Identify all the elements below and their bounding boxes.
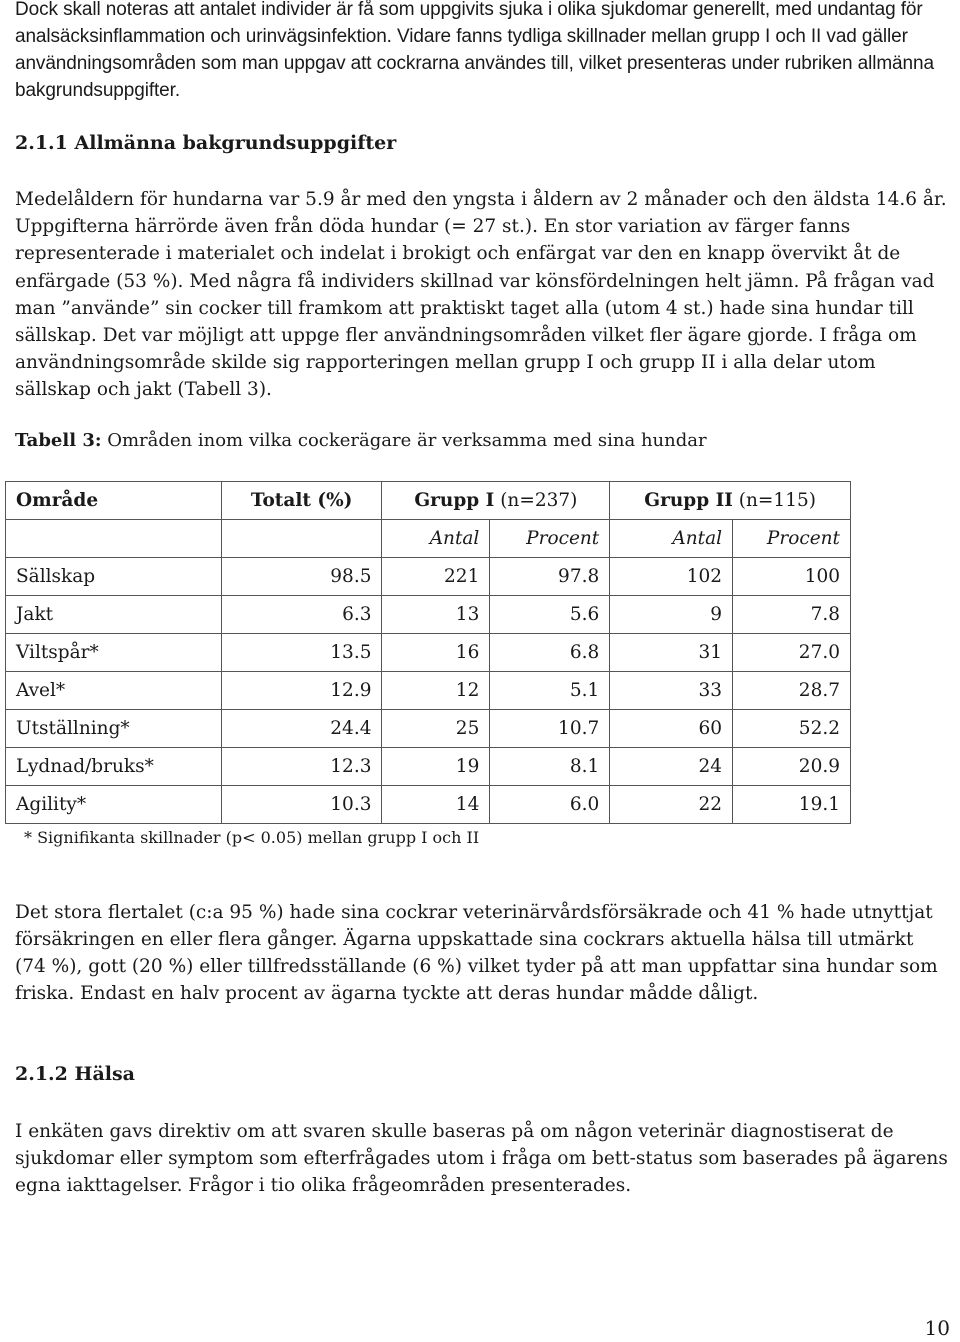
table-row: Utställning* 24.4 25 10.7 60 52.2 (6, 710, 851, 748)
table-subheader-row (6, 520, 851, 558)
section-heading-2-1-1: 2.1.1 Allmänna bakgrundsuppgifter (15, 132, 397, 154)
health-paragraph: I enkäten gavs direktiv om att svaren skulle baseras på om någon veterinär diagnostiserat de sjukdomar eller symptom som efterfrågades utom i fråga om bett-status som baserades på ägarens egna iakttagelser. Frågor i tio olika frågeområden presenterades. (15, 1121, 948, 1196)
table-row: Lydnad/bruks* 12.3 19 8.1 24 20.9 (6, 748, 851, 786)
table-caption-text: Områden inom vilka cockerägare är verksamma med sina hundar (101, 430, 707, 451)
header-grupp-2: Grupp II (n=115) (610, 482, 851, 520)
table-footnote: * Signifikanta skillnader (p< 0.05) mellan grupp I och II (24, 828, 480, 847)
table-row: Avel* 12.9 12 5.1 33 28.7 (6, 672, 851, 710)
insurance-paragraph: Det stora flertalet (c:a 95 %) hade sina cockrar veterinärvårdsförsäkrade och 41 % hade utnyttjat försäkringen en eller flera gånger. Ägarna uppskattade sina cockrars aktuella hälsa till utmärkt (74 %), gott (20 %) eller tillfredsställande (6 %) vilket tyder på att man uppfattar sina hundar som friska. Endast en halv procent av ägarna tyckte att deras hundar mådde dåligt. (15, 902, 938, 1004)
header-totalt: Totalt (%) (221, 482, 382, 520)
table-row: Agility* 10.3 14 6.0 22 19.1 (6, 786, 851, 824)
table-row: Jakt 6.3 13 5.6 9 7.8 (6, 596, 851, 634)
table-header-row (6, 482, 851, 520)
subheader-procent-2: Procent (733, 520, 851, 558)
usage-areas-table (5, 481, 851, 824)
table-row: Sällskap 98.5 221 97.8 102 100 (6, 558, 851, 596)
header-omrade: Område (6, 482, 222, 520)
table-row: Viltspår* 13.5 16 6.8 31 27.0 (6, 634, 851, 672)
subheader-procent-1: Procent (490, 520, 610, 558)
subheader-antal-2: Antal (610, 520, 733, 558)
page-number: 10 (924, 1316, 950, 1340)
table-caption-label: Tabell 3: (15, 430, 102, 451)
section-heading-2-1-2: 2.1.2 Hälsa (15, 1063, 135, 1085)
intro-paragraph: Dock skall noteras att antalet individer är få som uppgivits sjuka i olika sjukdomar generellt, med undantag för analsäcksinflammation och urinvägsinfektion. Vidare fanns tydliga skillnader mellan grupp I och II vad gäller användningsområden som man uppgav att cockrarna användes till, vilket presenteras under rubriken allmänna bakgrundsuppgifter. (15, 0, 934, 101)
header-grupp-1: Grupp I (n=237) (382, 482, 610, 520)
background-paragraph: Medelåldern för hundarna var 5.9 år med den yngsta i åldern av 2 månader och den äldsta 14.6 år. Uppgifterna härrörde även från döda hundar (= 27 st.). En stor variation av färger fanns representerade i materialet och indelat i brokigt och enfärgat var den en knapp övervikt åt de enfärgade (53 %). Med några få individers skillnad var könsfördelningen helt jämn. På frågan vad man ”använde” sin cocker till framkom att praktiskt taget alla (utom 4 st.) hade sina hundar till sällskap. Det var möjligt att uppge fler användningsområden vilket fler ägare gjorde. I fråga om användningsområde skilde sig rapporteringen mellan grupp I och grupp II i alla delar utom sällskap och jakt (Tabell 3). (15, 189, 947, 401)
subheader-antal-1: Antal (382, 520, 490, 558)
table-caption (15, 430, 707, 451)
